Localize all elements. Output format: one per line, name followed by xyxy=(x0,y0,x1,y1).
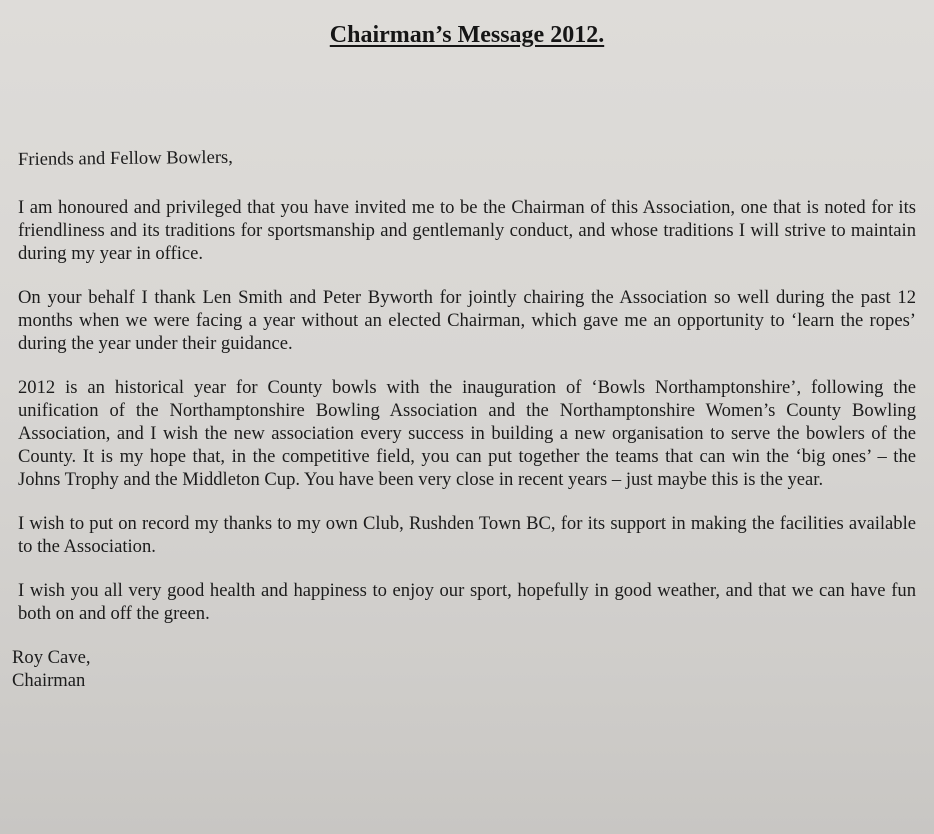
paragraph-3: 2012 is an historical year for County bowls with the inauguration of ‘Bowls Northamptonshire’, following the unification of the Northamptonshire Bowling Association and the Northamptonshire Women’s County Bowling Association, and I wish the new association every success in building a new organisation to serve the bowlers of the County. It is my hope that, in the competitive field, you can put together the teams that can win the ‘big ones’ – the Johns Trophy and the Middleton Cup. You have been very close in recent years – just maybe this is the year. xyxy=(18,377,916,490)
paragraph-2: On your behalf I thank Len Smith and Peter Byworth for jointly chairing the Association so well during the past 12 months when we were facing a year without an elected Chairman, which gave me an opportunity to ‘learn the ropes’ during the year under their guidance. xyxy=(18,287,916,354)
salutation: Friends and Fellow Bowlers, xyxy=(17,146,233,170)
message-body xyxy=(12,146,916,692)
paragraph-5: I wish you all very good health and happiness to enjoy our sport, hopefully in good weather, and that we can have fun both on and off the green. xyxy=(18,580,916,624)
page-title: Chairman’s Message 2012. xyxy=(329,22,605,48)
signoff xyxy=(12,646,916,692)
paragraph-1: I am honoured and privileged that you have invited me to be the Chairman of this Association, one that is noted for its friendliness and its traditions for sportsmanship and gentlemanly conduct, and whose traditions I will strive to maintain during my year in office. xyxy=(18,197,916,264)
paragraph-4: I wish to put on record my thanks to my own Club, Rushden Town BC, for its support in making the facilities available to the Association. xyxy=(18,513,916,557)
signature-title: Chairman xyxy=(12,670,86,691)
signature-name: Roy Cave, xyxy=(12,647,91,668)
